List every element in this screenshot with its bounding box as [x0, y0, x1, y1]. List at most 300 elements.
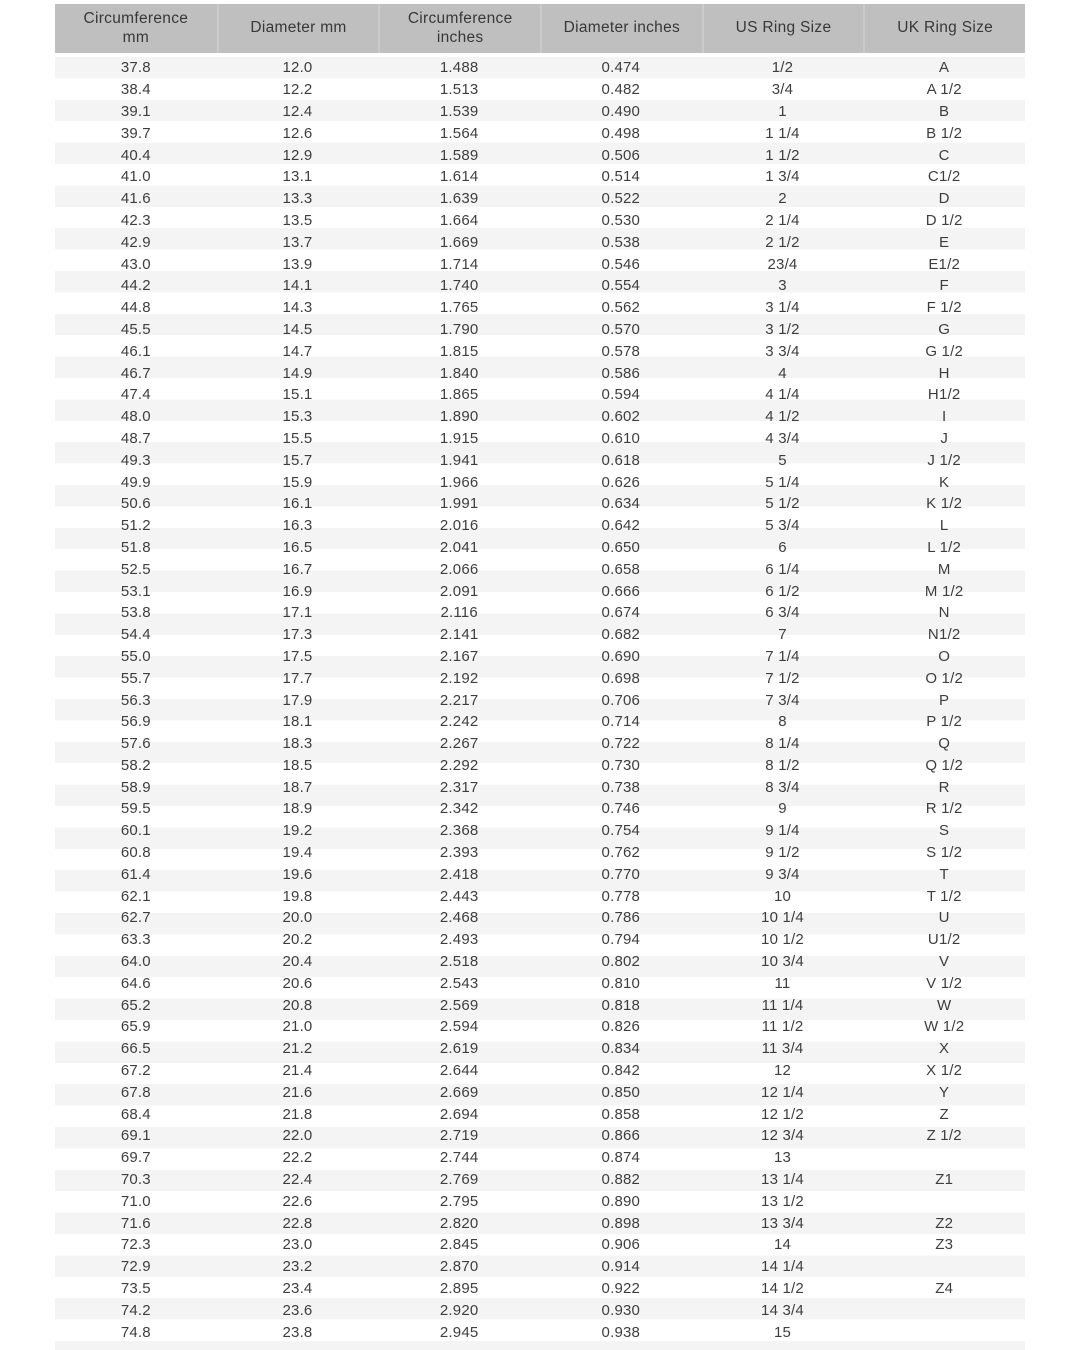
table-cell: 23.4	[282, 1280, 313, 1298]
table-cell: 61.4	[120, 865, 151, 883]
table-cell: 20.6	[282, 974, 313, 992]
table-cell: 50.6	[120, 495, 151, 513]
table-row	[55, 537, 1025, 559]
table-cell: 42.3	[120, 211, 151, 229]
table-cell: 2.418	[439, 865, 479, 883]
table-cell: 1.513	[439, 81, 479, 99]
table-cell: 38.4	[120, 81, 151, 99]
table-cell: 23.2	[282, 1258, 313, 1276]
table-cell: L 1/2	[927, 538, 962, 556]
table-cell: 0.906	[601, 1236, 641, 1254]
table-cell: 14 3/4	[761, 1301, 804, 1319]
table-cell: 12.6	[282, 124, 313, 142]
table-cell: J 1/2	[927, 451, 961, 469]
table-row	[55, 863, 1025, 885]
table-cell: 15.3	[282, 408, 313, 426]
table-cell: 0.754	[601, 822, 641, 840]
table-row	[55, 711, 1025, 733]
table-cell: 14 1/2	[761, 1280, 804, 1298]
table-cell: 45.5	[120, 320, 151, 338]
table-row	[55, 231, 1025, 253]
table-cell: 0.850	[601, 1083, 641, 1101]
table-cell: 73.5	[120, 1280, 151, 1298]
table-cell: 0.626	[601, 473, 641, 491]
table-cell: 40.4	[120, 146, 151, 164]
table-cell: 63.3	[120, 931, 151, 949]
table-cell: 39.7	[120, 124, 151, 142]
table-row	[55, 1190, 1025, 1212]
table-cell: 1	[778, 102, 787, 120]
table-cell: 72.3	[120, 1236, 151, 1254]
table-cell: Y	[939, 1083, 950, 1101]
table-cell: 0.874	[601, 1149, 641, 1167]
table-cell: 0.834	[601, 1040, 641, 1058]
table-cell: 41.0	[120, 168, 151, 186]
table-cell: 1.915	[439, 429, 479, 447]
table-cell: 13 3/4	[761, 1214, 804, 1232]
table-cell: 0.842	[601, 1062, 641, 1080]
table-cell: 7	[778, 626, 787, 644]
table-cell: 52.5	[120, 560, 151, 578]
table-cell: 0.714	[601, 713, 641, 731]
table-cell: Z4	[935, 1280, 954, 1298]
table-cell: I	[941, 408, 947, 426]
table-cell: E1/2	[928, 255, 960, 273]
table-cell: 4 1/2	[765, 408, 800, 426]
table-cell: 2.518	[439, 953, 479, 971]
table-cell: 3/4	[771, 81, 794, 99]
table-cell: 7 1/2	[765, 669, 800, 687]
table-cell: 0.706	[601, 691, 641, 709]
table-cell	[863, 1190, 1025, 1212]
table-cell: 0.658	[601, 560, 641, 578]
table-cell: 43.0	[120, 255, 151, 273]
table-row	[55, 907, 1025, 929]
table-cell: 1 1/4	[765, 124, 800, 142]
table-row	[55, 624, 1025, 646]
table-cell: 2.292	[439, 756, 479, 774]
table-cell: 3	[778, 277, 787, 295]
table-cell: 67.8	[120, 1083, 151, 1101]
table-cell: 2.594	[439, 1018, 479, 1036]
table-cell: 13.3	[282, 190, 313, 208]
table-cell: 1.890	[439, 408, 479, 426]
table-cell: R	[938, 778, 950, 796]
table-cell: 4 3/4	[765, 429, 800, 447]
table-cell: P 1/2	[926, 713, 963, 731]
table-cell: 18.9	[282, 800, 313, 818]
table-cell: 2.443	[439, 887, 479, 905]
table-cell: H	[938, 364, 950, 382]
column-header-diameter-inches: Diameter inches	[540, 4, 702, 53]
table-cell: 2.167	[439, 647, 479, 665]
table-cell: 12.0	[282, 59, 313, 77]
table-cell: 1.564	[439, 124, 479, 142]
table-row	[55, 210, 1025, 232]
table-cell: 0.858	[601, 1105, 641, 1123]
table-cell: 2.141	[439, 626, 479, 644]
column-header-circumference-mm: Circumference mm	[83, 9, 189, 46]
column-header-us-ring-size: US Ring Size	[702, 4, 864, 53]
table-row	[55, 1256, 1025, 1278]
table-cell: 4 1/4	[765, 386, 800, 404]
table-cell: 0.722	[601, 735, 641, 753]
table-cell: 2.694	[439, 1105, 479, 1123]
table-cell: 20.0	[282, 909, 313, 927]
table-cell: 6 1/2	[765, 582, 800, 600]
table-cell: 11 1/2	[761, 1018, 804, 1036]
table-cell: 21.0	[282, 1018, 313, 1036]
table-cell: F	[939, 277, 949, 295]
table-cell: 17.3	[282, 626, 313, 644]
table-cell: Z3	[935, 1236, 954, 1254]
table-cell: K 1/2	[926, 495, 963, 513]
table-cell: 2	[778, 190, 787, 208]
table-row	[55, 733, 1025, 755]
table-cell: 13.7	[282, 233, 313, 251]
table-cell: 4	[778, 364, 787, 382]
table-cell: C	[938, 146, 950, 164]
table-cell: 2.644	[439, 1062, 479, 1080]
table-cell: X	[939, 1040, 950, 1058]
table-row	[55, 972, 1025, 994]
table-cell: 0.938	[601, 1323, 641, 1341]
table-cell: 10	[773, 887, 792, 905]
table-cell: A	[939, 59, 950, 77]
table-row	[55, 776, 1025, 798]
table-cell: 2.619	[439, 1040, 479, 1058]
table-cell: 0.898	[601, 1214, 641, 1232]
table-cell: 62.1	[120, 887, 151, 905]
table-cell: 2.368	[439, 822, 479, 840]
table-row	[55, 602, 1025, 624]
table-cell: 14	[773, 1236, 792, 1254]
table-cell: 2.091	[439, 582, 479, 600]
table-cell: 15.1	[282, 386, 313, 404]
table-cell: 21.8	[282, 1105, 313, 1123]
table-cell: 0.914	[601, 1258, 641, 1276]
table-cell: 0.738	[601, 778, 641, 796]
table-row	[55, 362, 1025, 384]
table-cell: 0.634	[601, 495, 641, 513]
table-cell: 14.3	[282, 299, 313, 317]
table-cell: 65.2	[120, 996, 151, 1014]
table-cell: 0.642	[601, 517, 641, 535]
table-cell: O	[938, 647, 951, 665]
table-cell: Z1	[935, 1171, 954, 1189]
table-cell: 1.815	[439, 342, 479, 360]
table-row	[55, 449, 1025, 471]
table-cell: Z 1/2	[926, 1127, 962, 1145]
table-cell: 0.586	[601, 364, 641, 382]
table-cell: 0.778	[601, 887, 641, 905]
table-cell: 15.9	[282, 473, 313, 491]
table-cell: 2.242	[439, 713, 479, 731]
table-cell: 1.941	[439, 451, 479, 469]
table-cell: 11 1/4	[761, 996, 804, 1014]
table-cell: 7 3/4	[765, 691, 800, 709]
table-cell: 21.6	[282, 1083, 313, 1101]
table-row	[55, 1234, 1025, 1256]
table-cell: 0.546	[601, 255, 641, 273]
table-cell: 14.1	[282, 277, 313, 295]
table-cell: H1/2	[927, 386, 961, 404]
table-cell: O 1/2	[925, 669, 963, 687]
table-cell: 0.930	[601, 1301, 641, 1319]
table-cell: M	[937, 560, 951, 578]
table-cell: 2.543	[439, 974, 479, 992]
table-cell: 15.7	[282, 451, 313, 469]
table-cell: 13.9	[282, 255, 313, 273]
table-cell: 19.8	[282, 887, 313, 905]
table-cell: 41.6	[120, 190, 151, 208]
table-cell: 14.5	[282, 320, 313, 338]
table-cell: 1.589	[439, 146, 479, 164]
table-cell: 14.7	[282, 342, 313, 360]
table-cell: 6	[778, 538, 787, 556]
table-cell: 54.4	[120, 626, 151, 644]
table-row	[55, 340, 1025, 362]
table-body	[55, 57, 1025, 1350]
table-row	[55, 253, 1025, 275]
table-cell: 0.506	[601, 146, 641, 164]
table-cell: V 1/2	[926, 974, 963, 992]
table-cell: 2.468	[439, 909, 479, 927]
table-row	[55, 558, 1025, 580]
table-row	[55, 646, 1025, 668]
table-cell: 22.4	[282, 1171, 313, 1189]
table-cell: 69.1	[120, 1127, 151, 1145]
table-cell: 2.820	[439, 1214, 479, 1232]
table-header-row	[55, 4, 1025, 53]
table-cell: 1.991	[439, 495, 479, 513]
table-cell: 47.4	[120, 386, 151, 404]
table-cell: N1/2	[927, 626, 961, 644]
table-row	[55, 798, 1025, 820]
table-cell: 15.5	[282, 429, 313, 447]
table-cell: 16.7	[282, 560, 313, 578]
table-cell: 49.9	[120, 473, 151, 491]
table-cell: 51.2	[120, 517, 151, 535]
table-row	[55, 1169, 1025, 1191]
table-cell: 0.650	[601, 538, 641, 556]
table-cell: 7 1/4	[765, 647, 800, 665]
table-cell: 2.317	[439, 778, 479, 796]
table-cell: 12	[773, 1062, 792, 1080]
table-cell: 13.5	[282, 211, 313, 229]
table-cell: 74.2	[120, 1301, 151, 1319]
table-cell: 12.4	[282, 102, 313, 120]
table-cell: 8 3/4	[765, 778, 800, 796]
table-row	[55, 79, 1025, 101]
table-cell: G	[938, 320, 951, 338]
table-cell: 1.765	[439, 299, 479, 317]
table-cell: 39.1	[120, 102, 151, 120]
table-cell: 0.770	[601, 865, 641, 883]
table-cell: 13 1/4	[761, 1171, 804, 1189]
table-cell: 0.802	[601, 953, 641, 971]
table-cell: 2.769	[439, 1171, 479, 1189]
table-cell: 9 3/4	[765, 865, 800, 883]
table-cell: 71.0	[120, 1192, 151, 1210]
table-cell: J	[940, 429, 949, 447]
table-cell: 2.945	[439, 1323, 479, 1341]
table-cell: 17.1	[282, 604, 313, 622]
table-cell: 22.8	[282, 1214, 313, 1232]
table-cell: 0.826	[601, 1018, 641, 1036]
table-cell: 21.4	[282, 1062, 313, 1080]
table-cell: 2.669	[439, 1083, 479, 1101]
table-cell: 17.7	[282, 669, 313, 687]
table-cell: 0.762	[601, 844, 641, 862]
table-cell	[863, 1299, 1025, 1321]
table-cell: 19.4	[282, 844, 313, 862]
table-cell: 20.2	[282, 931, 313, 949]
table-cell: 11 3/4	[761, 1040, 804, 1058]
table-cell: N	[938, 604, 950, 622]
table-cell: 1.790	[439, 320, 479, 338]
table-cell: 18.1	[282, 713, 313, 731]
table-cell: B 1/2	[926, 124, 963, 142]
table-cell: 17.9	[282, 691, 313, 709]
column-header-uk-ring-size: UK Ring Size	[863, 4, 1025, 53]
table-cell: 22.6	[282, 1192, 313, 1210]
table-cell: 18.3	[282, 735, 313, 753]
table-row	[55, 297, 1025, 319]
table-cell: 0.602	[601, 408, 641, 426]
table-cell: 19.6	[282, 865, 313, 883]
table-cell: 8 1/4	[765, 735, 800, 753]
table-cell: 69.7	[120, 1149, 151, 1167]
table-cell: 44.2	[120, 277, 151, 295]
table-cell: 2.393	[439, 844, 479, 862]
table-row	[55, 471, 1025, 493]
table-cell: 10 1/4	[761, 909, 804, 927]
table-cell: S	[939, 822, 950, 840]
table-row	[55, 275, 1025, 297]
table-cell: 1.664	[439, 211, 479, 229]
table-cell: 5	[778, 451, 787, 469]
table-cell: P	[939, 691, 950, 709]
table-row	[55, 1081, 1025, 1103]
table-cell: 0.498	[601, 124, 641, 142]
table-cell: 0.674	[601, 604, 641, 622]
table-cell: 51.8	[120, 538, 151, 556]
table-cell: Z	[939, 1105, 949, 1123]
table-cell: 1.488	[439, 59, 479, 77]
table-cell: 60.8	[120, 844, 151, 862]
table-cell: 2.895	[439, 1280, 479, 1298]
table-row	[55, 1321, 1025, 1343]
column-header-circumference-inches: Circumference inches	[378, 4, 540, 53]
table-cell	[863, 1147, 1025, 1169]
table-cell: 2 1/2	[765, 233, 800, 251]
table-cell: 0.818	[601, 996, 641, 1014]
table-cell: 2.016	[439, 517, 479, 535]
table-cell: 55.0	[120, 647, 151, 665]
table-cell: Z2	[935, 1214, 954, 1232]
table-row	[55, 493, 1025, 515]
table-cell: 1.740	[439, 277, 479, 295]
table-cell: 2.795	[439, 1192, 479, 1210]
table-cell: 3 1/4	[765, 299, 800, 317]
table-cell: 0.618	[601, 451, 641, 469]
table-row	[55, 319, 1025, 341]
table-cell: 58.9	[120, 778, 151, 796]
table-cell: 0.666	[601, 582, 641, 600]
table-row	[55, 994, 1025, 1016]
table-cell: S 1/2	[926, 844, 963, 862]
table-cell: 12 1/2	[761, 1105, 804, 1123]
table-cell: 2.066	[439, 560, 479, 578]
table-cell: 1.966	[439, 473, 479, 491]
table-cell: 11	[774, 974, 791, 992]
table-row	[55, 57, 1025, 79]
table-cell: 0.554	[601, 277, 641, 295]
table-cell: 0.746	[601, 800, 641, 818]
table-cell: D	[938, 190, 950, 208]
table-cell: 68.4	[120, 1105, 151, 1123]
table-row	[55, 1060, 1025, 1082]
table-row	[55, 580, 1025, 602]
table-cell: 42.9	[120, 233, 151, 251]
table-cell: T 1/2	[926, 887, 962, 905]
table-cell: 12.2	[282, 81, 313, 99]
table-cell: 64.6	[120, 974, 151, 992]
table-cell: 3 1/2	[765, 320, 800, 338]
table-cell: 60.1	[120, 822, 151, 840]
table-cell: 0.890	[601, 1192, 641, 1210]
table-row	[55, 951, 1025, 973]
table-row	[55, 842, 1025, 864]
table-cell: 0.530	[601, 211, 641, 229]
table-cell: 6 3/4	[765, 604, 800, 622]
table-row	[55, 1016, 1025, 1038]
table-cell: E	[939, 233, 950, 251]
table-row	[55, 1038, 1025, 1060]
table-cell: A 1/2	[926, 81, 962, 99]
table-row	[55, 1278, 1025, 1300]
table-cell: 9 1/2	[765, 844, 800, 862]
table-cell: V	[939, 953, 950, 971]
table-cell: 2.870	[439, 1258, 479, 1276]
table-cell: 13 1/2	[761, 1192, 804, 1210]
table-cell: 5 3/4	[765, 517, 800, 535]
table-cell: 10 1/2	[761, 931, 804, 949]
table-cell: 0.922	[601, 1280, 641, 1298]
table-cell: 0.522	[601, 190, 641, 208]
table-cell: 0.570	[601, 320, 641, 338]
table-cell: 2.116	[440, 604, 478, 622]
table-cell: 6 1/4	[765, 560, 800, 578]
table-cell: 15	[773, 1323, 792, 1341]
table-cell: W	[936, 996, 952, 1014]
table-cell: 62.7	[120, 909, 151, 927]
table-cell: 12 1/4	[761, 1083, 804, 1101]
table-cell: 0.538	[601, 233, 641, 251]
table-cell: 3 3/4	[765, 342, 800, 360]
table-cell: 9	[778, 800, 787, 818]
table-cell: 70.3	[120, 1171, 151, 1189]
table-cell: 18.5	[282, 756, 313, 774]
table-cell: 8	[778, 713, 787, 731]
table-cell: 66.5	[120, 1040, 151, 1058]
table-cell: 19.2	[282, 822, 313, 840]
table-cell: 58.2	[120, 756, 151, 774]
table-cell: 49.3	[120, 451, 151, 469]
table-cell: 12 3/4	[761, 1127, 804, 1145]
table-cell: W 1/2	[924, 1018, 965, 1036]
